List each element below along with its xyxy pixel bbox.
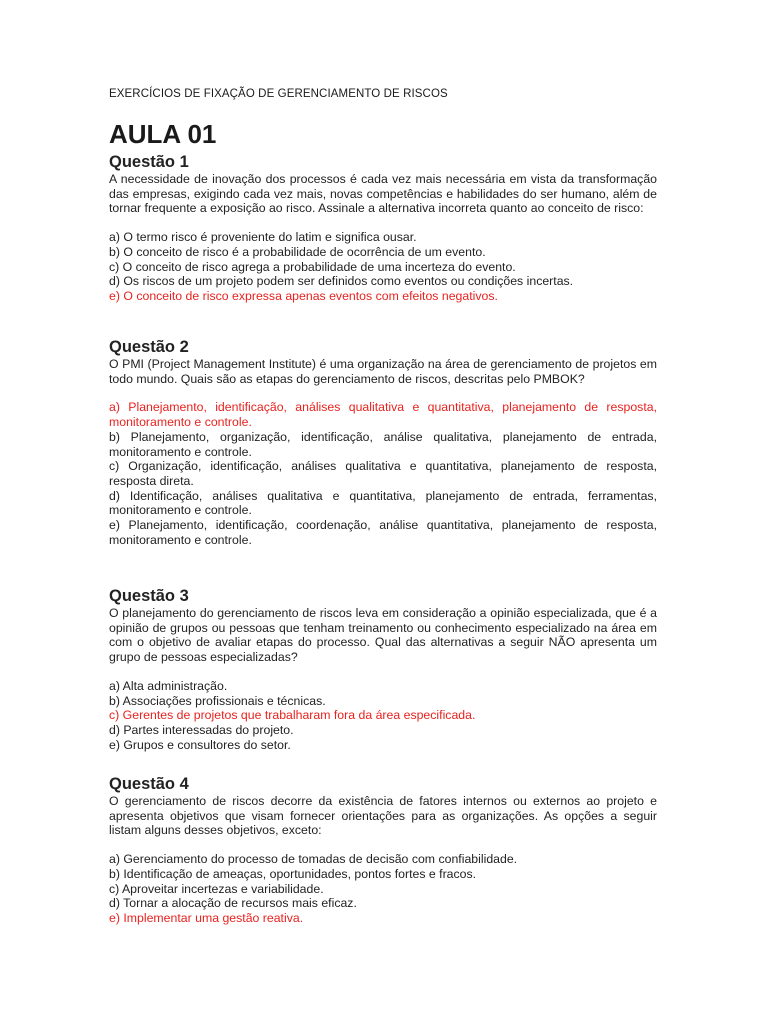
option-b: b) Associações profissionais e técnicas. xyxy=(109,693,326,708)
option-d: d) Os riscos de um projeto podem ser definidos como eventos ou condições incertas. xyxy=(109,274,574,289)
option-e: e) Grupos e consultores do setor. xyxy=(109,737,291,752)
question-title: Questão 3 xyxy=(109,587,189,605)
option-a: a) O termo risco é proveniente do latim e significa ousar. xyxy=(109,230,417,245)
option-b: b) Identificação de ameaças, oportunidades, pontos fortes e fracos. xyxy=(109,866,477,881)
option-c: c) Gerentes de projetos que trabalharam fora da área especificada. xyxy=(109,708,476,723)
question-title: Questão 1 xyxy=(109,153,189,171)
question-title: Questão 2 xyxy=(109,338,189,356)
document-heading: EXERCÍCIOS DE FIXAÇÃO DE GERENCIAMENTO DE RISCOS xyxy=(109,88,448,100)
lesson-title: AULA 01 xyxy=(109,119,217,149)
question-text: A necessidade de inovação dos processos é cada vez mais necessária em vista da transformação das empresas, exigindo cada vez mais, novas competências e habilidades do ser humano, além de tornar frequente a exposição ao risco. Assinale a alternativa incorreta quanto ao conceito de risco: xyxy=(109,172,657,216)
question-3 xyxy=(109,587,657,752)
option-c: c) O conceito de risco agrega a probabilidade de uma incerteza do evento. xyxy=(109,259,516,274)
option-c: c) Aproveitar incertezas e variabilidade. xyxy=(109,881,324,896)
option-d: d) Identificação, análises qualitativa e quantitativa, planejamento de entrada, ferramentas, monitoramento e controle. xyxy=(109,488,657,518)
question-text: O gerenciamento de riscos decorre da existência de fatores internos ou externos ao projeto e apresenta objetivos que visam fornecer orientações para as organizações. As opções a seguir listam alguns desses objetivos, exceto: xyxy=(109,794,657,838)
option-d: d) Partes interessadas do projeto. xyxy=(109,722,294,737)
question-4 xyxy=(109,775,657,926)
options-list xyxy=(109,679,657,753)
question-1 xyxy=(109,153,657,304)
option-b: b) Planejamento, organização, identificação, análise qualitativa, planejamento de entrada, monitoramento e controle. xyxy=(109,429,657,459)
option-e: e) Implementar uma gestão reativa. xyxy=(109,910,304,925)
option-e: e) Planejamento, identificação, coordenação, análise quantitativa, planejamento de resposta, monitoramento e controle. xyxy=(109,518,657,547)
options-list xyxy=(109,400,657,547)
options-list xyxy=(109,230,657,304)
option-d: d) Tornar a alocação de recursos mais eficaz. xyxy=(109,896,357,911)
option-c: c) Organização, identificação, análises qualitativa e quantitativa, planejamento de resposta, resposta direta. xyxy=(109,459,657,488)
question-text: O PMI (Project Management Institute) é uma organização na área de gerenciamento de projetos em todo mundo. Quais são as etapas do gerenciamento de riscos, descritas pelo PMBOK? xyxy=(109,357,657,386)
question-2 xyxy=(109,338,657,547)
option-e: e) O conceito de risco expressa apenas eventos com efeitos negativos. xyxy=(109,288,498,303)
option-b: b) O conceito de risco é a probabilidade de ocorrência de um evento. xyxy=(109,244,486,259)
question-title: Questão 4 xyxy=(109,775,189,793)
question-text: O planejamento do gerenciamento de riscos leva em consideração a opinião especializada, que é a opinião de grupos ou pessoas que tenham treinamento ou conhecimento especializado na área em com o objetivo de avaliar etapas do processo. Qual das alternativas a seguir NÃO apresenta um grupo de pessoas especializadas? xyxy=(109,606,657,665)
option-a: a) Gerenciamento do processo de tomadas de decisão com confiabilidade. xyxy=(109,852,518,867)
options-list xyxy=(109,852,657,926)
option-a: a) Alta administração. xyxy=(109,678,228,693)
option-a: a) Planejamento, identificação, análises qualitativa e quantitativa, planejamento de resposta, monitoramento e controle. xyxy=(109,400,657,430)
